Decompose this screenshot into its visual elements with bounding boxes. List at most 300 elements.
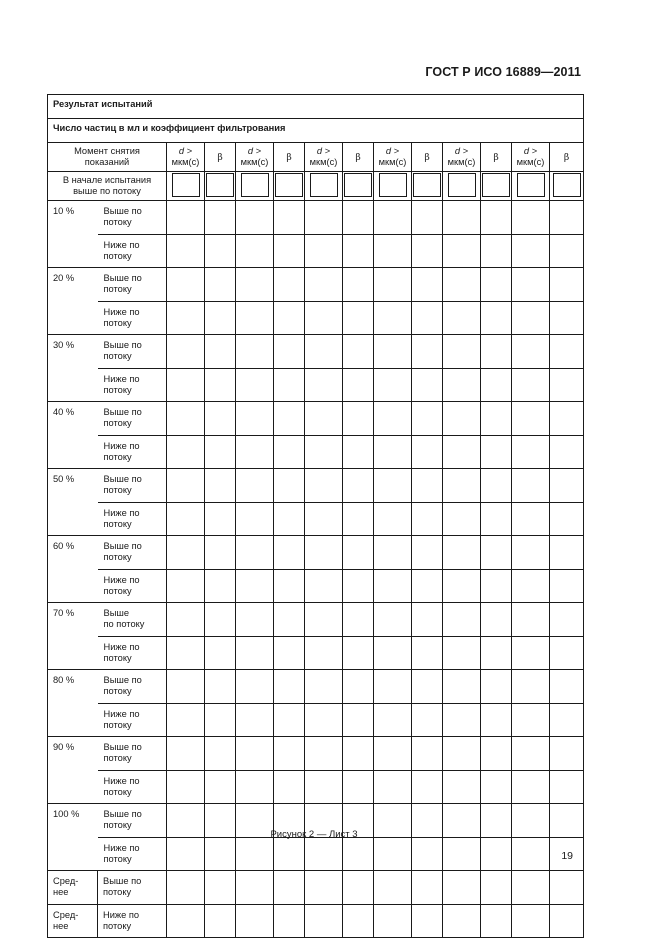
value-cell[interactable] [205, 770, 236, 804]
start-value-box[interactable] [275, 173, 303, 197]
value-cell[interactable] [374, 502, 412, 536]
value-cell[interactable] [374, 670, 412, 704]
value-cell[interactable] [550, 201, 584, 235]
start-value-cell[interactable] [512, 172, 550, 201]
value-cell[interactable] [236, 569, 274, 603]
value-cell[interactable] [167, 368, 205, 402]
value-cell[interactable] [443, 201, 481, 235]
table-row [48, 368, 584, 402]
value-cell[interactable] [443, 469, 481, 503]
table-row [48, 536, 584, 570]
value-cell[interactable] [167, 502, 205, 536]
value-cell[interactable] [550, 703, 584, 737]
start-value-box[interactable] [553, 173, 581, 197]
value-cell[interactable] [343, 737, 374, 771]
value-cell[interactable] [412, 234, 443, 268]
value-cell[interactable] [305, 770, 343, 804]
value-cell[interactable] [274, 837, 305, 871]
d-size-header [512, 143, 550, 172]
value-cell[interactable] [274, 268, 305, 302]
start-value-cell[interactable] [481, 172, 512, 201]
value-cell[interactable] [481, 268, 512, 302]
percent-label: 70 % [48, 603, 98, 670]
value-cell[interactable] [205, 301, 236, 335]
start-value-cell[interactable] [205, 172, 236, 201]
value-cell[interactable] [550, 603, 584, 637]
value-cell[interactable] [550, 536, 584, 570]
value-cell[interactable] [167, 435, 205, 469]
value-cell[interactable] [374, 234, 412, 268]
value-cell[interactable] [550, 335, 584, 369]
value-cell[interactable] [205, 636, 236, 670]
downstream-label: Ниже по потоку [98, 569, 167, 603]
value-cell[interactable] [481, 435, 512, 469]
start-value-box[interactable] [482, 173, 510, 197]
value-cell[interactable] [236, 234, 274, 268]
value-cell[interactable] [481, 703, 512, 737]
value-cell[interactable] [550, 402, 584, 436]
value-cell[interactable] [305, 435, 343, 469]
value-cell[interactable] [412, 603, 443, 637]
value-cell[interactable] [550, 435, 584, 469]
value-cell[interactable] [374, 435, 412, 469]
value-cell[interactable] [305, 904, 343, 938]
value-cell[interactable] [343, 368, 374, 402]
start-value-box[interactable] [413, 173, 441, 197]
value-cell[interactable] [481, 569, 512, 603]
value-cell[interactable] [205, 368, 236, 402]
value-cell[interactable] [274, 368, 305, 402]
value-cell[interactable] [374, 703, 412, 737]
value-cell[interactable] [512, 770, 550, 804]
value-cell[interactable] [205, 268, 236, 302]
value-cell[interactable] [443, 636, 481, 670]
value-cell[interactable] [305, 737, 343, 771]
value-cell[interactable] [512, 569, 550, 603]
value-cell[interactable] [374, 737, 412, 771]
value-cell[interactable] [167, 670, 205, 704]
value-cell[interactable] [305, 368, 343, 402]
value-cell[interactable] [412, 201, 443, 235]
value-cell[interactable] [481, 636, 512, 670]
value-cell[interactable] [412, 904, 443, 938]
value-cell[interactable] [481, 770, 512, 804]
value-cell[interactable] [205, 569, 236, 603]
value-cell[interactable] [167, 268, 205, 302]
value-cell[interactable] [274, 201, 305, 235]
value-cell[interactable] [236, 603, 274, 637]
value-cell[interactable] [481, 502, 512, 536]
value-cell[interactable] [274, 502, 305, 536]
value-cell[interactable] [481, 904, 512, 938]
value-cell[interactable] [550, 268, 584, 302]
value-cell[interactable] [343, 770, 374, 804]
value-cell[interactable] [481, 670, 512, 704]
value-cell[interactable] [412, 301, 443, 335]
value-cell[interactable] [205, 703, 236, 737]
table-subtitle: Число частиц в мл и коэффициент фильтрования [48, 119, 584, 143]
value-cell[interactable] [167, 837, 205, 871]
value-cell[interactable] [550, 904, 584, 938]
value-cell[interactable] [481, 737, 512, 771]
value-cell[interactable] [412, 871, 443, 905]
value-cell[interactable] [512, 368, 550, 402]
value-cell[interactable] [343, 234, 374, 268]
value-cell[interactable] [236, 335, 274, 369]
value-cell[interactable] [274, 737, 305, 771]
value-cell[interactable] [343, 569, 374, 603]
start-value-box[interactable] [310, 173, 338, 197]
value-cell[interactable] [550, 301, 584, 335]
value-cell[interactable] [343, 703, 374, 737]
value-cell[interactable] [550, 502, 584, 536]
start-value-box[interactable] [241, 173, 269, 197]
value-cell[interactable] [443, 435, 481, 469]
value-cell[interactable] [236, 737, 274, 771]
d-size-header [374, 143, 412, 172]
value-cell[interactable] [443, 234, 481, 268]
value-cell[interactable] [205, 837, 236, 871]
value-cell[interactable] [374, 402, 412, 436]
value-cell[interactable] [512, 871, 550, 905]
value-cell[interactable] [343, 201, 374, 235]
table-row [48, 234, 584, 268]
value-cell[interactable] [412, 335, 443, 369]
start-value-box[interactable] [517, 173, 545, 197]
value-cell[interactable] [443, 737, 481, 771]
value-cell[interactable] [512, 469, 550, 503]
value-cell[interactable] [412, 402, 443, 436]
value-cell[interactable] [167, 770, 205, 804]
value-cell[interactable] [236, 636, 274, 670]
start-value-cell[interactable] [374, 172, 412, 201]
value-cell[interactable] [236, 871, 274, 905]
start-value-box[interactable] [172, 173, 200, 197]
value-cell[interactable] [512, 670, 550, 704]
value-cell[interactable] [443, 904, 481, 938]
value-cell[interactable] [274, 904, 305, 938]
value-cell[interactable] [274, 234, 305, 268]
value-cell[interactable] [550, 368, 584, 402]
value-cell[interactable] [550, 871, 584, 905]
value-cell[interactable] [374, 301, 412, 335]
value-cell[interactable] [236, 770, 274, 804]
downstream-label: Ниже по потоку [98, 234, 167, 268]
value-cell[interactable] [512, 234, 550, 268]
value-cell[interactable] [374, 603, 412, 637]
value-cell[interactable] [205, 469, 236, 503]
value-cell[interactable] [481, 301, 512, 335]
value-cell[interactable] [167, 569, 205, 603]
value-cell[interactable] [412, 569, 443, 603]
value-cell[interactable] [274, 335, 305, 369]
value-cell[interactable] [236, 268, 274, 302]
value-cell[interactable] [274, 536, 305, 570]
value-cell[interactable] [274, 469, 305, 503]
value-cell[interactable] [550, 670, 584, 704]
value-cell[interactable] [412, 636, 443, 670]
value-cell[interactable] [481, 871, 512, 905]
value-cell[interactable] [512, 837, 550, 871]
value-cell[interactable] [374, 536, 412, 570]
value-cell[interactable] [443, 770, 481, 804]
value-cell[interactable] [236, 402, 274, 436]
value-cell[interactable] [412, 435, 443, 469]
value-cell[interactable] [205, 871, 236, 905]
value-cell[interactable] [512, 904, 550, 938]
value-cell[interactable] [443, 670, 481, 704]
value-cell[interactable] [374, 335, 412, 369]
value-cell[interactable] [274, 569, 305, 603]
start-value-cell[interactable] [412, 172, 443, 201]
value-cell[interactable] [512, 268, 550, 302]
value-cell[interactable] [443, 837, 481, 871]
value-cell[interactable] [167, 904, 205, 938]
value-cell[interactable] [343, 435, 374, 469]
value-cell[interactable] [443, 871, 481, 905]
value-cell[interactable] [305, 301, 343, 335]
value-cell[interactable] [481, 837, 512, 871]
value-cell[interactable] [443, 703, 481, 737]
value-cell[interactable] [236, 536, 274, 570]
start-value-cell[interactable] [167, 172, 205, 201]
value-cell[interactable] [512, 402, 550, 436]
value-cell[interactable] [443, 402, 481, 436]
value-cell[interactable] [305, 636, 343, 670]
value-cell[interactable] [305, 502, 343, 536]
value-cell[interactable] [512, 201, 550, 235]
value-cell[interactable] [167, 402, 205, 436]
value-cell[interactable] [343, 502, 374, 536]
value-cell[interactable] [205, 603, 236, 637]
percent-label: 100 % [48, 804, 98, 871]
value-cell[interactable] [443, 536, 481, 570]
test-results-table [47, 94, 584, 938]
value-cell[interactable] [274, 402, 305, 436]
value-cell[interactable] [512, 536, 550, 570]
value-cell[interactable] [481, 402, 512, 436]
value-cell[interactable] [481, 603, 512, 637]
value-cell[interactable] [305, 603, 343, 637]
value-cell[interactable] [274, 670, 305, 704]
value-cell[interactable] [305, 335, 343, 369]
value-cell[interactable] [167, 636, 205, 670]
value-cell[interactable] [550, 234, 584, 268]
start-value-box[interactable] [379, 173, 407, 197]
value-cell[interactable] [236, 703, 274, 737]
value-cell[interactable] [274, 301, 305, 335]
value-cell[interactable] [167, 603, 205, 637]
value-cell[interactable] [205, 737, 236, 771]
value-cell[interactable] [512, 502, 550, 536]
start-value-cell[interactable] [236, 172, 274, 201]
value-cell[interactable] [550, 737, 584, 771]
value-cell[interactable] [412, 502, 443, 536]
start-value-box[interactable] [206, 173, 234, 197]
value-cell[interactable] [374, 201, 412, 235]
value-cell[interactable] [167, 201, 205, 235]
value-cell[interactable] [167, 469, 205, 503]
value-cell[interactable] [343, 603, 374, 637]
value-cell[interactable] [236, 904, 274, 938]
value-cell[interactable] [443, 335, 481, 369]
value-cell[interactable] [412, 268, 443, 302]
value-cell[interactable] [481, 469, 512, 503]
value-cell[interactable] [205, 201, 236, 235]
start-value-cell[interactable] [274, 172, 305, 201]
value-cell[interactable] [305, 469, 343, 503]
d-size-header [236, 143, 274, 172]
value-cell[interactable] [236, 502, 274, 536]
value-cell[interactable] [374, 770, 412, 804]
value-cell[interactable] [412, 837, 443, 871]
downstream-label: Ниже по потоку [98, 368, 167, 402]
start-value-cell[interactable] [550, 172, 584, 201]
value-cell[interactable] [481, 368, 512, 402]
value-cell[interactable] [412, 536, 443, 570]
value-cell[interactable] [205, 670, 236, 704]
value-cell[interactable] [343, 335, 374, 369]
value-cell[interactable] [374, 837, 412, 871]
value-cell[interactable] [305, 871, 343, 905]
d-size-symbol: d > [247, 146, 262, 156]
value-cell[interactable] [374, 368, 412, 402]
downstream-label: Ниже по потоку [98, 301, 167, 335]
test-start-label: В начале испытания выше по потоку [48, 172, 167, 201]
value-cell[interactable] [236, 469, 274, 503]
table-row [48, 435, 584, 469]
value-cell[interactable] [443, 502, 481, 536]
value-cell[interactable] [412, 737, 443, 771]
value-cell[interactable] [274, 603, 305, 637]
percent-label: 20 % [48, 268, 98, 335]
value-cell[interactable] [274, 770, 305, 804]
value-cell[interactable] [412, 770, 443, 804]
value-cell[interactable] [374, 904, 412, 938]
d-size-units: мкм(с) [240, 157, 269, 167]
value-cell[interactable] [374, 871, 412, 905]
value-cell[interactable] [167, 737, 205, 771]
value-cell[interactable] [443, 368, 481, 402]
percent-label: 90 % [48, 737, 98, 804]
value-cell[interactable] [512, 603, 550, 637]
value-cell[interactable] [167, 703, 205, 737]
value-cell[interactable] [512, 301, 550, 335]
value-cell[interactable] [236, 837, 274, 871]
value-cell[interactable] [374, 268, 412, 302]
value-cell[interactable] [481, 536, 512, 570]
value-cell[interactable] [205, 904, 236, 938]
value-cell[interactable] [343, 636, 374, 670]
value-cell[interactable] [512, 335, 550, 369]
value-cell[interactable] [236, 201, 274, 235]
value-cell[interactable] [236, 301, 274, 335]
value-cell[interactable] [412, 469, 443, 503]
value-cell[interactable] [205, 234, 236, 268]
value-cell[interactable] [305, 837, 343, 871]
value-cell[interactable] [305, 670, 343, 704]
value-cell[interactable] [512, 737, 550, 771]
value-cell[interactable] [512, 636, 550, 670]
value-cell[interactable] [167, 871, 205, 905]
value-cell[interactable] [343, 837, 374, 871]
value-cell[interactable] [274, 871, 305, 905]
value-cell[interactable] [305, 536, 343, 570]
value-cell[interactable] [550, 569, 584, 603]
start-value-box[interactable] [344, 173, 372, 197]
table-row [48, 335, 584, 369]
value-cell[interactable] [512, 435, 550, 469]
value-cell[interactable] [481, 335, 512, 369]
value-cell[interactable] [412, 670, 443, 704]
value-cell[interactable] [343, 268, 374, 302]
value-cell[interactable] [343, 402, 374, 436]
average-label: Сред- нее [48, 904, 98, 938]
value-cell[interactable] [305, 569, 343, 603]
value-cell[interactable] [550, 469, 584, 503]
value-cell[interactable] [443, 301, 481, 335]
upstream-label: Выше по потоку [98, 268, 167, 302]
value-cell[interactable] [205, 502, 236, 536]
value-cell[interactable] [205, 402, 236, 436]
value-cell[interactable] [167, 234, 205, 268]
value-cell[interactable] [305, 402, 343, 436]
value-cell[interactable] [412, 368, 443, 402]
value-cell[interactable] [343, 301, 374, 335]
value-cell[interactable] [512, 703, 550, 737]
value-cell[interactable] [550, 636, 584, 670]
value-cell[interactable] [236, 435, 274, 469]
downstream-label: Ниже по потоку [98, 837, 167, 871]
value-cell[interactable] [274, 703, 305, 737]
value-cell[interactable] [443, 603, 481, 637]
value-cell[interactable] [550, 770, 584, 804]
value-cell[interactable] [481, 234, 512, 268]
value-cell[interactable] [205, 435, 236, 469]
value-cell[interactable] [374, 569, 412, 603]
value-cell[interactable] [481, 201, 512, 235]
start-value-cell[interactable] [443, 172, 481, 201]
value-cell[interactable] [374, 636, 412, 670]
value-cell[interactable] [343, 871, 374, 905]
value-cell[interactable] [343, 469, 374, 503]
start-value-cell[interactable] [343, 172, 374, 201]
value-cell[interactable] [305, 234, 343, 268]
value-cell[interactable] [443, 268, 481, 302]
value-cell[interactable] [236, 368, 274, 402]
value-cell[interactable] [305, 268, 343, 302]
value-cell[interactable] [305, 703, 343, 737]
downstream-label: Ниже по потоку [98, 904, 167, 938]
value-cell[interactable] [274, 435, 305, 469]
value-cell[interactable] [236, 670, 274, 704]
value-cell[interactable] [343, 536, 374, 570]
start-value-box[interactable] [448, 173, 476, 197]
value-cell[interactable] [343, 904, 374, 938]
value-cell[interactable] [274, 636, 305, 670]
value-cell[interactable] [374, 469, 412, 503]
value-cell[interactable] [412, 703, 443, 737]
value-cell[interactable] [305, 201, 343, 235]
value-cell[interactable] [167, 301, 205, 335]
value-cell[interactable] [443, 569, 481, 603]
value-cell[interactable] [167, 536, 205, 570]
start-value-cell[interactable] [305, 172, 343, 201]
value-cell[interactable] [205, 536, 236, 570]
value-cell[interactable] [205, 335, 236, 369]
value-cell[interactable] [343, 670, 374, 704]
value-cell[interactable] [167, 335, 205, 369]
